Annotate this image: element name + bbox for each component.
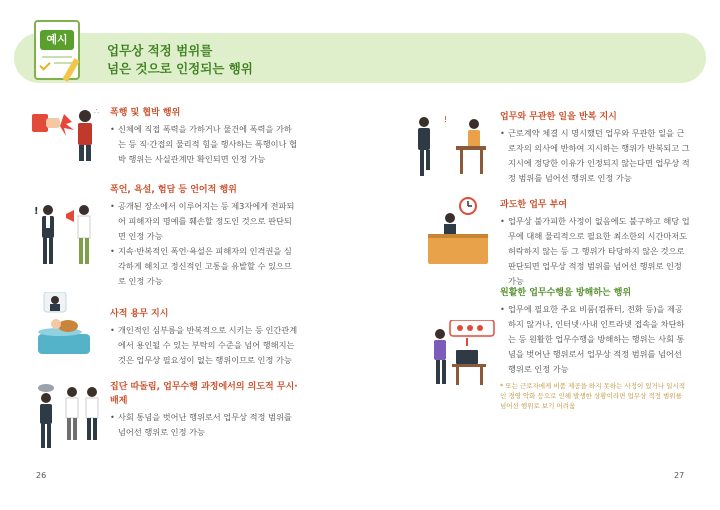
assault-illustration (30, 102, 108, 162)
section-heading: 폭행 및 협박 행위 (110, 108, 181, 118)
bullet-text: • 신체에 직접 폭력을 가하거나 물건에 폭력을 가하는 등 직·간접의 물리적 힘을 행사하는 폭행이나 협박 행위는 사실관계만 확인되면 인정 가능 (110, 122, 298, 167)
section-heading: 집단 따돌림, 업무수행 과정에서의 의도적 무시·배제 (110, 382, 298, 406)
bullet-text: • 업무상 불가피한 사정이 없음에도 불구하고 해당 업무에 대해 물리적으로 필요한 최소한의 시간마저도 허락하지 않는 등 그 행위가 타당하지 않은 것으로 판단되면 업무상 적정 범위를 넘어선 행위로 인정 가능 (500, 214, 690, 289)
section-verbal-abuse (110, 183, 298, 289)
section-heading: 사적 용무 지시 (110, 309, 169, 319)
section-heading: 폭언, 욕설, 험담 등 언어적 행위 (110, 185, 237, 195)
section-heading: 과도한 업무 부여 (500, 200, 568, 210)
section-ostracism (110, 380, 298, 440)
svg-text:!: ! (444, 115, 448, 124)
footnote: * 또는 근로자에게 비품 제공을 하지 못하는 사정이 있거나 일시적인 경영 악화 등으로 인해 발생한 상황이라면 업무상 적정 범위를 넘어선 행위로 보기 어려움 (500, 382, 686, 410)
verbal-abuse-illustration (34, 200, 104, 268)
bullet-text: • 지속·반복적인 폭언·욕설은 피해자의 인격권을 심각하게 해치고 정신적인 고통을 유발할 수 있으므로 인정 가능 (110, 244, 298, 289)
svg-text:!: ! (34, 206, 39, 217)
unrelated-task-illustration (410, 112, 492, 178)
section-unrelated-task (500, 110, 690, 186)
personal-errand-illustration (34, 292, 104, 360)
page-title: 업무상 적정 범위를 넘은 것으로 인정되는 행위 (107, 43, 253, 76)
section-personal-errand (110, 307, 298, 368)
bullet-text: • 개인적인 심부름을 반복적으로 시키는 등 인간관계에서 용인될 수 있는 부탁의 수준을 넘어 행해지는 것은 업무상 필요성이 없는 행위이므로 인정 가능 (110, 323, 298, 368)
ostracism-illustration (34, 382, 104, 450)
bullet-text: • 사회 통념을 벗어난 행위로서 업무상 적정 범위를 넘어선 행위로 인정 가능 (110, 410, 298, 440)
section-assault (110, 106, 298, 167)
section-excessive-work (500, 198, 690, 289)
example-badge (30, 20, 82, 84)
page-number-left: 26 (36, 471, 47, 480)
section-heading: 업무와 무관한 일을 반복 지시 (500, 112, 617, 122)
svg-text:∴: ∴ (94, 107, 100, 116)
excessive-work-illustration (424, 194, 494, 266)
bullet-text: • 공개된 장소에서 이루어지는 등 제3자에게 전파되어 피해자의 명예를 훼손할 정도인 것으로 판단되면 인정 가능 (110, 199, 298, 244)
section-obstruction (500, 286, 690, 411)
page-number-right: 27 (674, 471, 685, 480)
obstruction-illustration (426, 320, 500, 386)
bullet-text: • 근로계약 체결 시 명시했던 업무와 무관한 일을 근로자의 의사에 반하여 지시하는 행위가 반복되고 그 지시에 정당한 이유가 인정되지 않는다면 업무상 적정 범위를 넘어선 행위로 인정 가능 (500, 126, 690, 186)
bullet-text: • 업무에 필요한 주요 비품(컴퓨터, 전화 등)을 제공하지 않거나, 인터넷·사내 인트라넷 접속을 차단하는 등 원활한 업무수행을 방해하는 행위는 사회 통념을 벗어난 행위로서 업무상 적정 범위를 넘어선 행위로 인정 가능 (500, 302, 690, 377)
section-heading: 원활한 업무수행을 방해하는 행위 (500, 288, 632, 298)
badge-label: 예시 (40, 30, 74, 50)
